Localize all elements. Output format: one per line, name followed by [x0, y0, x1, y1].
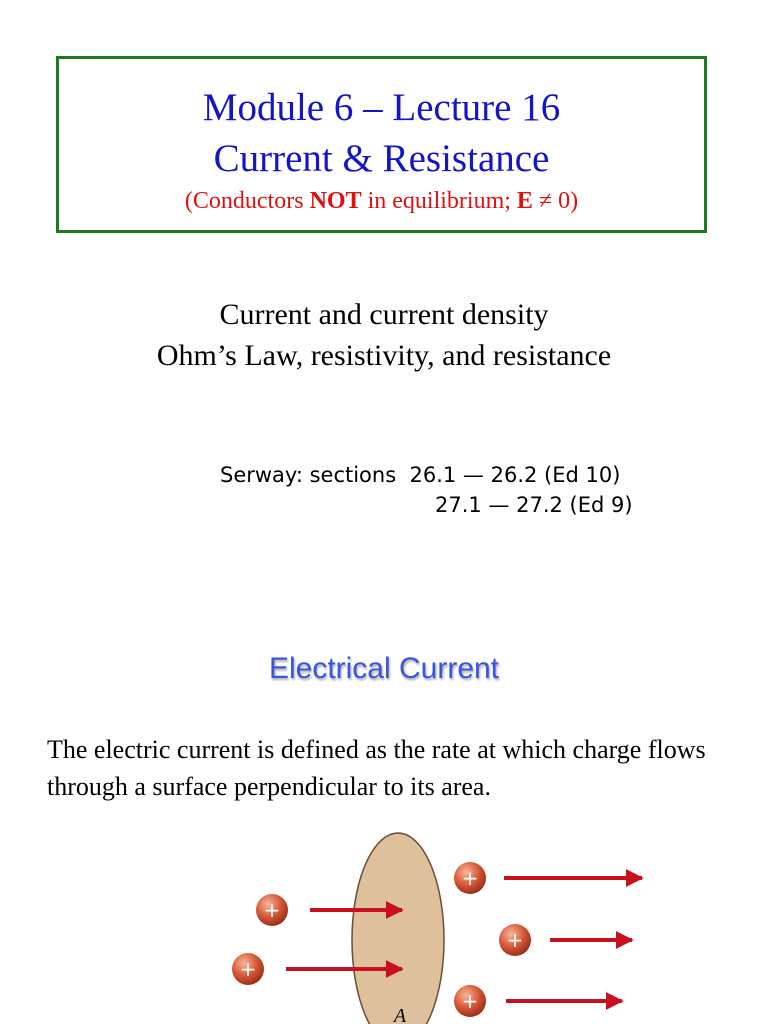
subtitle-open: (Conductors: [184, 188, 310, 214]
topic-current-density: Current and current density: [219, 298, 549, 331]
charge-4: [499, 924, 531, 956]
reference-line-1: Serway: sections 26.1 — 26.2 (Ed 10): [220, 463, 621, 487]
area-label: A: [393, 1005, 407, 1024]
subtitle-e-field: E: [516, 188, 533, 214]
charge-5-sign: +: [461, 989, 479, 1013]
lecture-title: Module 6 – Lecture 16: [202, 86, 561, 129]
charge-1-sign: +: [263, 898, 281, 922]
charge-2: [232, 953, 264, 985]
section-heading: Electrical Current: [268, 652, 500, 685]
title-box: [56, 56, 707, 233]
charge-3: [454, 862, 486, 894]
lecture-topic: Current & Resistance: [213, 137, 550, 180]
cross-section-surface: [352, 833, 444, 1024]
subtitle-close: ≠ 0): [532, 188, 579, 214]
charge-5: [454, 985, 486, 1017]
subtitle-not: NOT: [309, 188, 362, 214]
reference-line-2: 27.1 — 27.2 (Ed 9): [435, 493, 633, 517]
charge-2-sign: +: [239, 957, 257, 981]
charge-3-sign: +: [461, 866, 479, 890]
subtitle-mid: in equilibrium;: [361, 188, 517, 214]
definition-text: The electric current is defined as the rate at which charge flows through a surface perpendicular to its area.: [47, 735, 706, 801]
charge-4-sign: +: [506, 928, 524, 952]
topic-ohms-law: Ohm’s Law, resistivity, and resistance: [156, 339, 612, 372]
charge-1: [256, 894, 288, 926]
current-flow-figure: [0, 820, 768, 1024]
lecture-subtitle: [59, 187, 704, 215]
